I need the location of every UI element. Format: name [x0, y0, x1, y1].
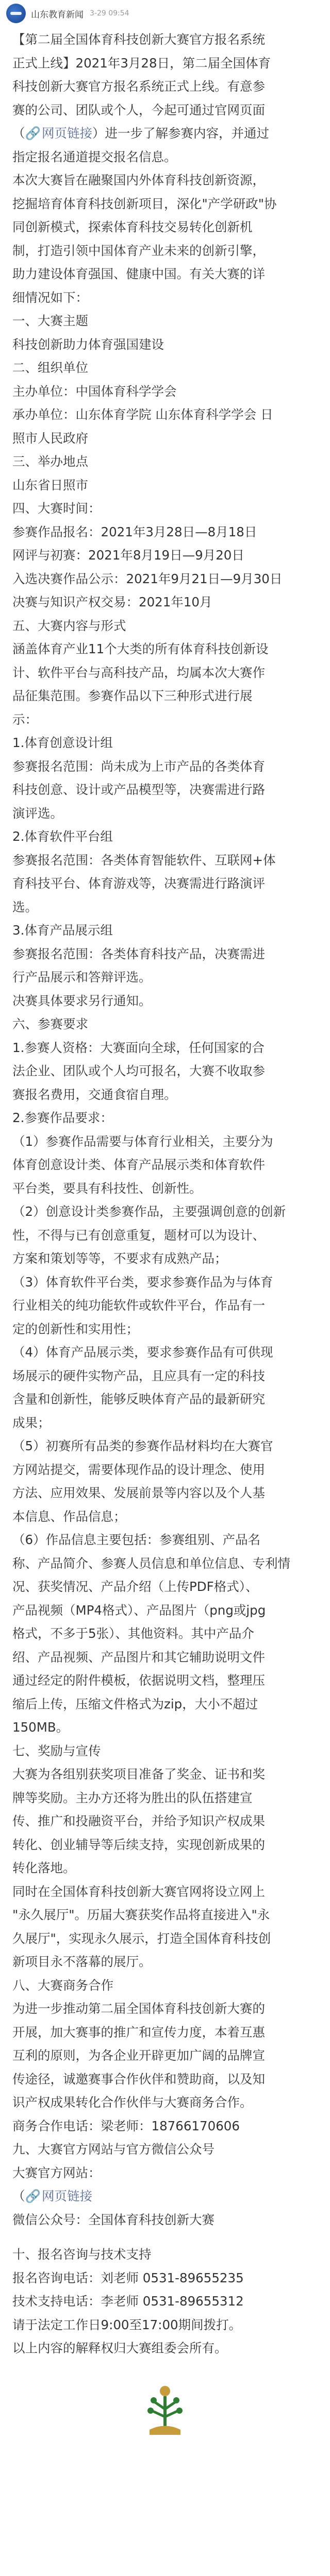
body-line: 2.体育软件平台组	[12, 829, 113, 844]
body-line: 山东省日照市	[12, 477, 88, 493]
body-line: 开展，加大赛事的推广和宣传力度，本着互惠	[12, 2024, 265, 2040]
body-line: 制，打造引领中国体育产业未来的创新引擎，	[12, 243, 265, 258]
body-line: 照市人民政府	[12, 430, 88, 446]
consult-line: 请于法定工作日9:00至17:00期间拨打。	[12, 2317, 242, 2332]
post-time: 3-29 09:54	[90, 9, 129, 18]
body-line: 参赛作品报名：2021年3月28日—8月18日	[12, 524, 257, 539]
body-line: 同创新模式，探索体育科技交易转化创新机	[12, 219, 253, 234]
body-line: 产品视频（MP4格式）、产品图片（png或jpg	[12, 1602, 266, 1618]
body-line: 为进一步推动第二届全国体育科技创新大赛的	[12, 2001, 265, 2016]
body-line: 五、大赛内容与形式	[12, 618, 126, 633]
intro-line: 正式上线】2021年3月28日，第二届全国体育	[12, 55, 271, 71]
body-line: 大赛为各组别获奖项目准备了奖金、证书和奖	[12, 1767, 265, 1782]
body-line: 二、组织单位	[12, 360, 88, 375]
body-line: 本次大赛旨在融聚国内外体育科技创新资源，	[12, 173, 265, 188]
body-line: 示：	[12, 711, 38, 727]
body-line: 新项目永不落幕的展厅。	[12, 1954, 152, 1969]
body-line: 互利的原则，为各企业开辟更加广阔的品牌宣	[12, 2048, 265, 2063]
body-line: 演评选。	[12, 805, 63, 821]
site-web-link[interactable]	[25, 2189, 93, 2204]
intro-line: 【第二届全国体育科技创新大赛官方报名系统	[12, 32, 265, 47]
account-avatar[interactable]	[6, 4, 26, 23]
body-line: 含量和创新性，能够反映体育产品的最新研究	[12, 1392, 265, 1406]
body-line: 方网站提交，需要体现作品的设计理念、使用	[12, 1462, 265, 1477]
body-line: 商务合作电话：梁老师：18766170606	[12, 2118, 240, 2133]
body-line: 方法、应用效果、发展前景等内容以及个人基	[12, 1485, 265, 1500]
body-line: 细情况如下：	[12, 290, 88, 305]
consult-line: 报名咨询电话：刘老师 0531-89655235	[12, 2270, 244, 2285]
link-icon: 🔗	[25, 126, 41, 141]
consult-line: 十、报名咨询与技术支持	[12, 2247, 152, 2262]
consult-line: 以上内容的解释权归大赛组委会所有。	[12, 2341, 227, 2355]
wechat-line: 微信公众号：全国体育科技创新大赛	[12, 2212, 214, 2227]
body-line: "永久展厅"。历届大赛获奖作品将直接进入"永	[12, 1907, 270, 1922]
body-line: 定的创新性和实用性；	[12, 1321, 139, 1336]
intro-line: 科技创新大赛官方报名系统正式上线。有意参	[12, 79, 265, 94]
body-line: （1）参赛作品需要与体育行业相关，主要分为	[12, 1133, 273, 1149]
body-line: 1.参赛人资格：大赛面向全球，任何国家的合	[12, 1040, 265, 1055]
post-article	[0, 27, 330, 2443]
body-line: （3）体育软件平台类，要求参赛作品为与体育	[12, 1274, 273, 1290]
body-line: 承办单位：山东体育学院 山东体育科学学会 日	[12, 407, 273, 422]
body-line: 牌等奖励。主办方还将为胜出的队伍搭建宣	[12, 1790, 253, 1805]
body-block	[12, 168, 318, 2184]
body-line: 涵盖体育产业11个大类的所有体育科技创新设	[12, 641, 269, 656]
body-line: 赛报名费用，交通食宿自理。	[12, 1087, 177, 1102]
body-line: 品征集范围。参赛作品以下三种形式进行展	[12, 688, 253, 703]
body-line: 体育创意设计类、体育产品展示类和体育软件	[12, 1157, 265, 1172]
consult-line: 技术支持电话：李老师 0531-89655312	[12, 2294, 244, 2309]
body-line: 三、举办地点	[12, 454, 88, 469]
body-line: 入选决赛作品公示：2021年9月21日—9月30日	[12, 571, 283, 586]
site-link-line	[12, 2184, 318, 2208]
body-line: 同时在全国体育科技创新大赛官网将设立网上	[12, 1884, 265, 1899]
body-line: 绍、产品视频、产品图片和其它辅助说明文件	[12, 1649, 265, 1665]
body-line: 1.体育创意设计组	[12, 735, 113, 750]
body-line: 育科技平台、体育游戏等，决赛需进行路演评	[12, 876, 265, 891]
body-line: 性，不得与已有创意重复，题材可以为设计、	[12, 1227, 265, 1243]
tree-logo-icon	[139, 2381, 191, 2443]
body-line: （5）初赛所有品类的参赛作品材料均在大赛官	[12, 1438, 273, 1453]
body-line: 2.参赛作品要求：	[12, 1110, 113, 1125]
body-line: 大赛官方网站：	[12, 2165, 101, 2180]
link-suffix: ）进一步了解参赛内容，并通过	[92, 126, 270, 141]
site-web-link-label: 网页链接	[42, 2189, 93, 2204]
body-line: 转化、创业辅导等后续支持，实现创新成果的	[12, 1837, 265, 1852]
body-line: 选。	[12, 899, 38, 914]
body-line: 成果；	[12, 1415, 51, 1430]
body-line: 平台类，要具有科技性、创新性。	[12, 1180, 202, 1196]
body-line: 150MB。	[12, 1720, 69, 1735]
body-line: 称、产品简介、参赛人员信息和单位信息、专利情	[12, 1555, 290, 1571]
body-line: 久展厅"，实现永久展示，打造全国体育科技创	[12, 1930, 271, 1946]
body-line: 识产权成果转化合作伙伴与大赛商务合作。	[12, 2095, 253, 2110]
intro-line: 赛的公司、团队或个人，今起可通过官网页面	[12, 102, 265, 117]
body-line: 传、推广和投融资平台，并给予知识产权成果	[12, 1814, 265, 1828]
link-prefix: （	[12, 126, 25, 141]
body-line: 科技创新助力体育强国建设	[12, 336, 164, 352]
intro-block	[12, 28, 318, 122]
tree-logo	[139, 2381, 191, 2443]
link-icon: 🔗	[25, 2189, 41, 2204]
body-line: 七、奖励与宣传	[12, 1743, 101, 1758]
body-line: 挖掘培育体育科技创新项目，深化"产学研政"协	[12, 196, 277, 211]
body-line: 法企业、团队或个人均可报名，大赛不收取参	[12, 1063, 265, 1078]
body-line: 助力建设体育强国、健康中国。有关大赛的详	[12, 266, 265, 281]
logo-wrap	[12, 2381, 318, 2443]
body-line: 传途径，诚邀赛事合作伙伴和赞助商，以及知	[12, 2071, 265, 2087]
body-line: 主办单位：中国体育科学学会	[12, 383, 177, 399]
body-line: 况、获奖情况、产品介绍（上传PDF格式）、	[12, 1579, 258, 1594]
body-line: 六、参赛要求	[12, 1016, 88, 1031]
body-line: 决赛与知识产权交易：2021年10月	[12, 595, 212, 609]
body-line: 3.体育产品展示组	[12, 923, 113, 938]
body-line: 四、大赛时间：	[12, 501, 101, 516]
intro-link-line	[12, 122, 318, 145]
body-line: 格式，不多于5张）、其他资料。其中产品介	[12, 1626, 254, 1641]
body-line: （6）作品信息主要包括：参赛组别、产品名	[12, 1532, 261, 1547]
body-line: 决赛具体要求另行通知。	[12, 993, 152, 1008]
body-line: （2）创意设计类参赛作品，主要强调创意的创新	[12, 1204, 286, 1219]
body-line: 科技创意、设计或产品模型等，决赛需进行路	[12, 782, 265, 797]
intro-end-line: 指定报名通道提交报名信息。	[12, 149, 177, 164]
body-line: 缩后上传，压缩文件格式为zip，大小不超过	[12, 1696, 258, 1711]
body-line: 计、软件平台与高科技产品，均属本次大赛作	[12, 665, 265, 680]
web-link[interactable]	[25, 126, 93, 141]
body-line: 行产品展示和答辩评选。	[12, 970, 152, 985]
consult-block	[12, 2243, 318, 2360]
body-line: 网评与初赛：2021年8月19日—9月20日	[12, 548, 244, 563]
body-line: 本信息、作品信息；	[12, 1509, 126, 1524]
body-line: 方案和策划等等，不要求有成熟产品；	[12, 1251, 227, 1266]
web-link-label: 网页链接	[42, 126, 93, 141]
body-line: 参赛报名范围：各类体育智能软件、互联网+体	[12, 852, 276, 868]
body-line: 通过经定的附件模板，依据说明文档，整理压	[12, 1673, 265, 1688]
body-line: 八、大赛商务合作	[12, 1977, 113, 1993]
body-line: 参赛报名范围：各类体育科技产品，决赛需进	[12, 946, 265, 961]
body-line: 一、大赛主题	[12, 313, 88, 328]
body-line: 参赛报名范围：尚未成为上市产品的各类体育	[12, 758, 265, 774]
post-header	[0, 0, 330, 27]
body-line: 九、大赛官方网站与官方微信公众号	[12, 2142, 214, 2157]
body-line: 转化落地。	[12, 1860, 76, 1875]
body-line: 行业相关的纯功能软件或软件平台，作品有一	[12, 1298, 265, 1313]
account-name[interactable]: 山东教育新闻	[31, 9, 84, 20]
site-link-prefix: （	[12, 2189, 25, 2204]
body-line: 场展示的硬件实物产品，且应具有一定的科技	[12, 1368, 265, 1383]
body-line: （4）体育产品展示类，要求参赛作品有可供现	[12, 1345, 273, 1360]
